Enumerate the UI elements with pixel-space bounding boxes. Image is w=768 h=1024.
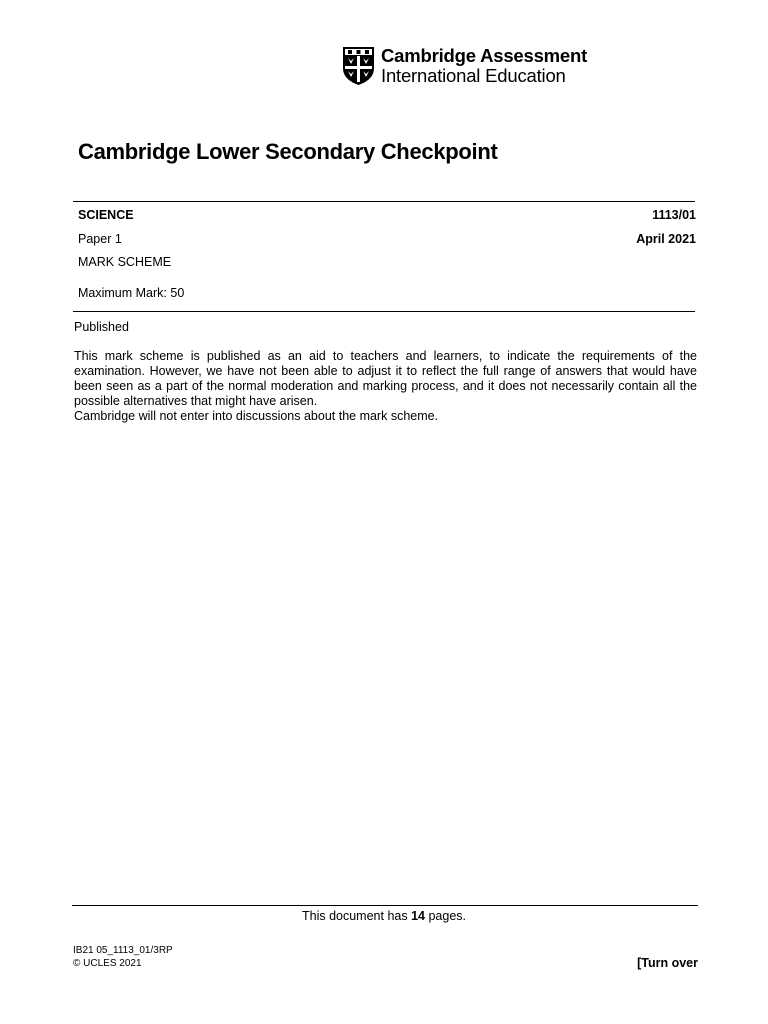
- document-type: MARK SCHEME: [78, 255, 172, 269]
- page-count-number: 14: [411, 909, 425, 923]
- logo-line-2: International Education: [381, 65, 566, 86]
- logo-line-1: Cambridge Assessment: [381, 45, 588, 66]
- session-date: April 2021: [636, 232, 696, 246]
- subject-label: SCIENCE: [78, 208, 134, 222]
- paper-label: Paper 1: [78, 232, 122, 246]
- publication-status: Published: [74, 320, 129, 334]
- cambridge-logo: [342, 46, 587, 86]
- footer-reference-block: [73, 944, 173, 970]
- cambridge-crest-icon: [342, 46, 375, 86]
- page-count-note: [0, 909, 768, 923]
- top-divider: [73, 201, 695, 202]
- notice-paragraph-2: Cambridge will not enter into discussions about the mark scheme.: [74, 409, 439, 423]
- maximum-mark: Maximum Mark: 50: [78, 286, 185, 300]
- document-title: Cambridge Lower Secondary Checkpoint: [78, 139, 498, 164]
- page-count-suffix: pages.: [424, 909, 466, 923]
- page-count-prefix: This document has: [301, 909, 412, 923]
- copyright-notice: © UCLES 2021: [73, 958, 142, 969]
- mark-scheme-notice: [74, 349, 697, 424]
- syllabus-code: 1113/01: [652, 208, 696, 222]
- middle-divider: [73, 311, 695, 312]
- notice-paragraph-1: This mark scheme is published as an aid to teachers and learners, to indicate the requirements of the examination. However, we have not been able to adjust it to reflect the full range of answers that would have been seen as a part of the normal moderation and marking process, and it does not necessarily contain all the possible alternatives that might have arisen.: [74, 349, 697, 408]
- footer-divider: [72, 905, 698, 906]
- document-reference: IB21 05_1113_01/3RP: [73, 945, 173, 956]
- turn-over-label: [Turn over: [637, 956, 698, 970]
